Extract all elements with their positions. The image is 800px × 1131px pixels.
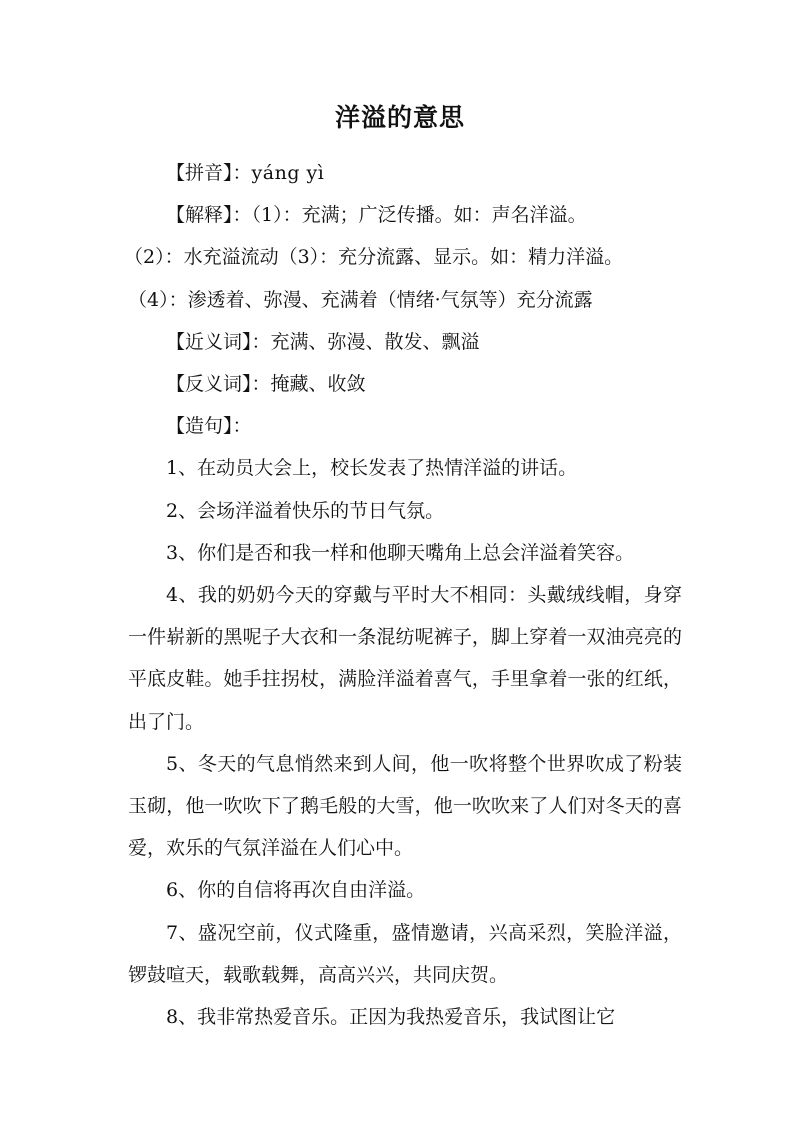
synonyms-label: 【近义词】： [166, 330, 271, 353]
synonyms-value: 充满、弥漫、散发、飘溢 [270, 330, 480, 353]
example-sentence-5: 5、冬天的气息悄然来到人间，他一吹将整个世界吹成了粉装玉砌，他一吹吹下了鹅毛般的大雪，他一吹吹来了人们对冬天的喜爱，欢乐的气氛洋溢在人们心中。 [128, 752, 682, 860]
document-body [124, 152, 682, 1038]
pinyin-label: 【拼音】： [166, 162, 252, 184]
example-sentence-7: 7、盛况空前，仪式隆重，盛情邀请，兴高采烈，笑脸洋溢，锣鼓喧天，载歌载舞，高高兴兴，共同庆贺。 [128, 921, 682, 986]
definition-line-3: （4）：渗透着、弥漫、充满着（情绪·气氛等）充分流露 [128, 288, 593, 311]
antonyms-line [128, 363, 682, 405]
example-sentence-2: 2、会场洋溢着快乐的节日气氛。 [166, 499, 445, 522]
antonyms-label: 【反义词】： [166, 373, 271, 396]
synonyms-line [128, 321, 682, 363]
example-sentence-6: 6、你的自信将再次自由洋溢。 [166, 879, 426, 902]
document-title: 洋溢的意思 [334, 103, 465, 132]
example-sentence-4: 4、我的奶奶今天的穿戴与平时大不相同：头戴绒线帽，身穿一件崭新的黑呢子大衣和一条混纺呢裤子，脚上穿着一双油亮亮的平底皮鞋。她手拄拐杖，满脸洋溢着喜气，手里拿着一张的红纸，出了门。 [128, 584, 682, 733]
definition-line-1 [128, 194, 682, 236]
pinyin-value: yáng yì [251, 162, 325, 184]
pinyin-line [128, 152, 682, 194]
definition-label: 【解释】： [166, 204, 252, 227]
definition-sense-1: （1）：充满；广泛传播。如：声名洋溢。 [251, 204, 587, 227]
definition-line-2: （2）：水充溢流动（3）：充分流露、显示。如：精力洋溢。 [124, 246, 624, 269]
example-sentence-3: 3、你们是否和我一样和他聊天嘴角上总会洋溢着笑容。 [166, 541, 635, 564]
antonyms-value: 掩藏、收敛 [270, 373, 366, 396]
example-sentence-8: 8、我非常热爱音乐。正因为我热爱音乐，我试图让它 [166, 1006, 616, 1029]
example-sentence-1: 1、在动员大会上，校长发表了热情洋溢的讲话。 [166, 457, 578, 480]
examples-heading: 【造句】： [166, 415, 252, 438]
